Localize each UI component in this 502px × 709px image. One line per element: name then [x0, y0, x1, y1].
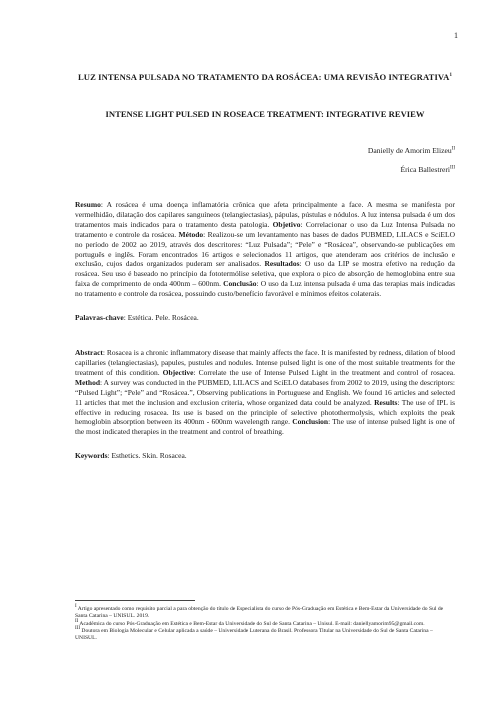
objetivo-label: Objetivo [272, 219, 301, 229]
author-2 [75, 164, 455, 175]
metodo-label: Método [178, 229, 204, 239]
keywords-line [75, 451, 455, 461]
palavras-chave-line [75, 313, 455, 323]
footnote-1-text: Artigo apresentado como requisito parcial a para obtenção do título de Especialista do curso de Pós-Graduação em Estética e Bem-Estar da Universidade do Sul de Santa Catarina – UNISUL. 2019. [75, 606, 444, 620]
method-text: : A survey was conducted in the PUBMED, LILACS and SciELO databases from 2002 to 2019, using the descriptors: “Pulsed Light”; “Pele” and “Rosácea.”, Observing publications in Portuguese and English. We found 16 articles and selected 11 articles that met the inclusion and exclusion criteria, whose organized data could be analyzed. [75, 377, 455, 407]
resultados-text: : O uso da LIP se mostra efetivo na redução da rosácea. Seu uso é baseado no princípio da fototermólise seletiva, que explora o pico de absorção de hemoglobina entre sua faixa de comprimento de onda 400nm – 600nm. [75, 259, 455, 289]
title-portuguese [75, 70, 455, 84]
author-1 [75, 145, 455, 156]
footnote-3-text: Doutora em Biologia Molecular e Celular aplicada a saúde – Universidade Luterana do Brasil. Professora Titular na Universidade do Sul de Santa Catarina – UNISUL. [75, 627, 433, 642]
objective-label: Objective [162, 367, 194, 377]
abstract-paragraph [75, 348, 455, 437]
palavras-chave-text: : Estética. Pele. Rosácea. [123, 313, 199, 323]
author-2-marker: III [450, 165, 455, 171]
footnote-2-marker: II [75, 618, 79, 624]
footnotes [75, 600, 455, 642]
title-english: INTENSE LIGHT PULSED IN ROSEACE TREATMENT: INTEGRATIVE REVIEW [105, 109, 425, 119]
title-portuguese-text: LUZ INTENSA PULSADA NO TRATAMENTO DA ROSÁCEA: UMA REVISÃO INTEGRATIVA [77, 72, 450, 82]
conclusao-label: Conclusão [223, 279, 257, 289]
page-number: 1 [454, 31, 458, 40]
author-1-marker: II [451, 146, 455, 152]
author-1-name: Danielly de Amorim Elizeu [367, 146, 452, 155]
abstract-label: Abstract [75, 348, 103, 358]
title-footnote-marker: 1 [449, 73, 453, 79]
metodo-text: : Realizou-se um levantamento nas bases de dados PUBMED, LILACS e SciELO no período de 2002 ao 2019, através dos descritores: “Luz Pulsada”; “Pele” e “Rosácea”, observando-se publicações em português e inglês. Foram encontrados 16 artigos e selecionados 11 artigos, que atenderam aos critérios de inclusão e exclusão, cujos dados organizados puderam ser analisados. [75, 229, 455, 269]
author-2-name: Érica Ballestreri [400, 165, 450, 174]
resultados-label: Resultados [264, 259, 300, 269]
footnote-3 [75, 628, 455, 643]
footnote-2 [75, 618, 455, 628]
footnote-3-marker: III [75, 626, 80, 632]
conclusao-text: : O uso da Luz intensa pulsada é uma das terapias mais indicadas no tratamento e controle da rosácea, possuindo custo/benefício favorável e mínimos efeitos colaterais. [75, 279, 455, 299]
footnote-divider [75, 600, 195, 601]
method-label: Method [75, 377, 100, 387]
conclusion-text: : The use of intense pulsed light is one of the most indicated therapies in the treatment and control of breathing. [75, 417, 455, 437]
results-text: : The use of IPL is effective in reducing rosacea. Its use is based on the principle of selective photothermolysis, which exploits the peak hemoglobin absorption between its 400nm - 600nm wavelength range. [75, 397, 455, 427]
author-list [75, 145, 455, 175]
keywords-text: : Esthetics. Skin. Rosacea. [107, 451, 187, 461]
palavras-chave-label: Palavras-chave [75, 313, 124, 323]
conclusion-label: Conclusion [292, 417, 329, 427]
results-label: Results [374, 397, 398, 407]
resumo-paragraph [75, 200, 455, 299]
keywords-label: Keywords [75, 451, 108, 461]
objective-text: : Correlate the use of Intense Pulsed Light in the treatment and control of rosacea. [193, 367, 456, 377]
abstract-intro: : Rosacea is a chronic inflammatory disease that mainly affects the face. It is manifested by redness, dilation of blood capillaries (telangiectasias), papules, pustules and nodules. Intense pulsed light is one of the most suitable treatments for the treatment of this condition. [75, 348, 455, 377]
objetivo-text: : Correlacionar o uso da Luz Intensa Pulsada no tratamento e controle da rosácea. [75, 219, 455, 239]
footnote-1-marker: I [75, 604, 77, 610]
resumo-intro: : A rosácea é uma doença inflamatória crônica que afeta principalmente a face. A mesma se manifesta por vermelhidão, dilatação dos capilares sanguíneos (telangiectasias), pápulas, pústulas e nódulos. A luz intensa pulsada é um dos tratamentos mais indicados para o tratamento desta patologia. [75, 200, 455, 229]
footnote-1 [75, 606, 455, 621]
footnote-2-text: Acadêmica do curso Pós-Graduação em Estética e Bem-Estar da Universidade do Sul de Santa Catarina – Unisul. E-mail: daniellyamorim95@gmail.com. [78, 620, 425, 627]
resumo-label: Resumo [75, 200, 101, 209]
